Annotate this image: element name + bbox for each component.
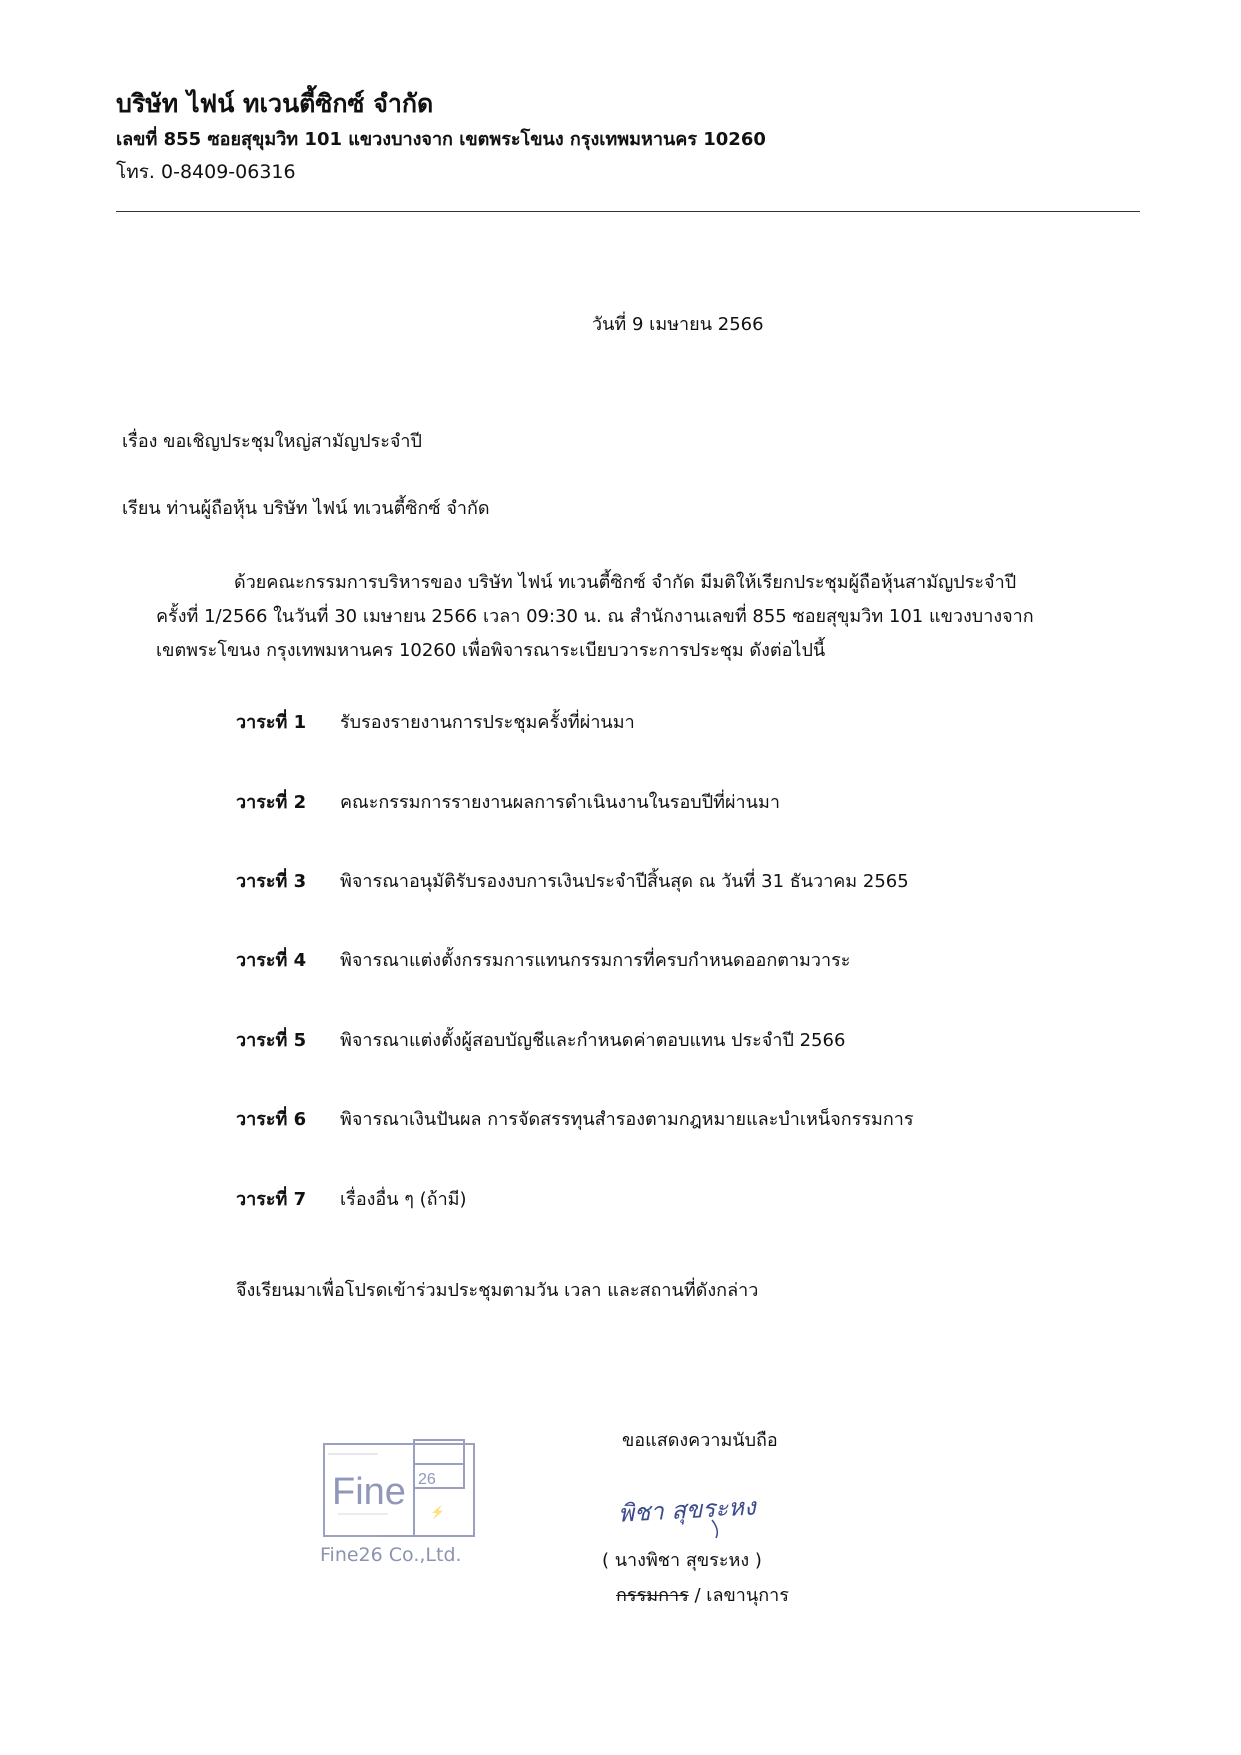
agenda-text: พิจารณาแต่งตั้งผู้สอบบัญชีและกำหนดค่าตอบแทน ประจำปี 2566 <box>340 1030 846 1051</box>
letter-recipient: เรียน ท่านผู้ถือหุ้น บริษัท ไฟน์ ทเวนตี้ซิกซ์ จำกัด <box>122 498 490 519</box>
agenda-label: วาระที่ 7 <box>236 1189 307 1210</box>
agenda-text: พิจารณาแต่งตั้งกรรมการแทนกรรมการที่ครบกำหนดออกตามวาระ <box>340 950 851 971</box>
company-phone: โทร. 0-8409-06316 <box>116 161 296 183</box>
agenda-item <box>236 1104 914 1133</box>
agenda-item <box>236 1184 467 1213</box>
position-struck: กรรมการ <box>616 1585 689 1606</box>
agenda-label: วาระที่ 1 <box>236 712 307 733</box>
agenda-label: วาระที่ 5 <box>236 1030 307 1051</box>
agenda-label: วาระที่ 6 <box>236 1109 307 1130</box>
agenda-text: รับรองรายงานการประชุมครั้งที่ผ่านมา <box>340 712 635 733</box>
agenda-text: พิจารณาเงินปันผล การจัดสรรทุนสำรองตามกฎหมายและบำเหน็จกรรมการ <box>340 1109 914 1130</box>
agenda-label: วาระที่ 2 <box>236 792 307 813</box>
company-address: เลขที่ 855 ซอยสุขุมวิท 101 แขวงบางจาก เขตพระโขนง กรุงเทพมหานคร 10260 <box>116 129 766 150</box>
closing-text: จึงเรียนมาเพื่อโปรดเข้าร่วมประชุมตามวัน เวลา และสถานที่ดังกล่าว <box>236 1280 759 1301</box>
stamp-logo-text: Fine <box>332 1471 406 1513</box>
company-name: บริษัท ไฟน์ ทเวนตี้ซิกซ์ จำกัด <box>116 89 434 118</box>
body-line: เขตพระโขนง กรุงเทพมหานคร 10260 เพื่อพิจารณาระเบียบวาระการประชุม ดังต่อไปนี้ <box>156 640 826 661</box>
letter-body <box>156 566 1034 668</box>
agenda-text: เรื่องอื่น ๆ (ถ้ามี) <box>340 1189 467 1210</box>
agenda-text: พิจารณาอนุมัติรับรองงบการเงินประจำปีสิ้นสุด ณ วันที่ 31 ธันวาคม 2565 <box>340 871 909 892</box>
agenda-item <box>236 945 850 974</box>
regards-text: ขอแสดงความนับถือ <box>622 1430 778 1451</box>
body-line: ด้วยคณะกรรมการบริหารของ บริษัท ไฟน์ ทเวนตี้ซิกซ์ จำกัด มีมติให้เรียกประชุมผู้ถือหุ้นสามัญประจำปี <box>234 572 1017 593</box>
stamp-caption: Fine26 Co.,Ltd. <box>320 1544 462 1566</box>
company-stamp-icon <box>318 1434 508 1546</box>
agenda-item <box>236 707 635 736</box>
agenda-item <box>236 866 909 895</box>
stamp-number: 26 <box>418 1471 436 1488</box>
signer-position <box>616 1580 789 1609</box>
agenda-item <box>236 787 780 816</box>
letter-subject: เรื่อง ขอเชิญประชุมใหญ่สามัญประจำปี <box>122 431 422 452</box>
agenda-item <box>236 1025 845 1054</box>
signer-name: ( นางพิชา สุขระหง ) <box>602 1550 762 1571</box>
body-line: ครั้งที่ 1/2566 ในวันที่ 30 เมษายน 2566 เวลา 09:30 น. ณ สำนักงานเลขที่ 855 ซอยสุขุมวิท 101 แขวงบางจาก <box>156 606 1034 627</box>
agenda-label: วาระที่ 3 <box>236 871 307 892</box>
agenda-text: คณะกรรมการรายงานผลการดำเนินงานในรอบปีที่ผ่านมา <box>340 792 780 813</box>
handwritten-signature-icon <box>612 1472 842 1542</box>
svg-text:⚡: ⚡ <box>430 1505 445 1519</box>
header-divider <box>116 211 1140 212</box>
position-separator: / <box>688 1585 707 1606</box>
signature-handwriting: พิชา สุขระหง <box>617 1492 757 1528</box>
position-title: เลขานุการ <box>706 1585 789 1606</box>
agenda-label: วาระที่ 4 <box>236 950 307 971</box>
letter-date: วันที่ 9 เมษายน 2566 <box>592 314 764 335</box>
